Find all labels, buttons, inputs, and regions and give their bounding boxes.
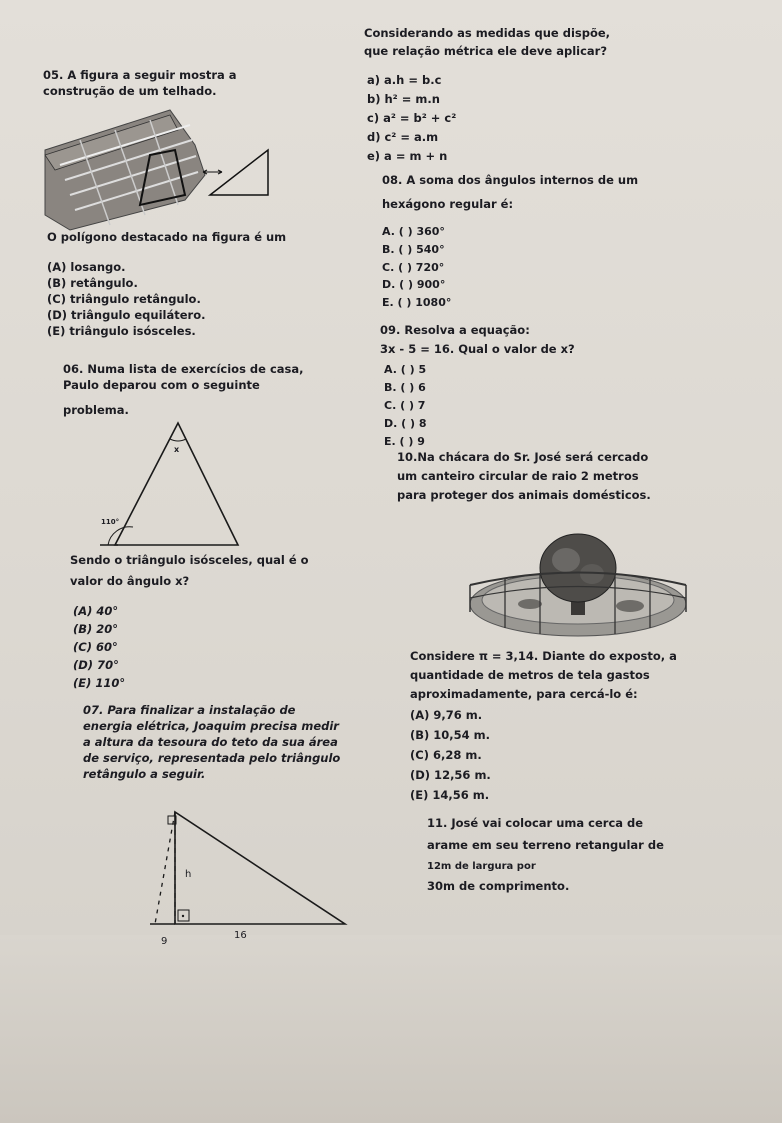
q10-line2: um canteiro circular de raio 2 metros: [397, 469, 639, 483]
q05-line2: construção de um telhado.: [43, 84, 217, 98]
q-metric-option-b: b) h² = m.n: [367, 92, 440, 106]
q06-line3: problema.: [63, 403, 129, 417]
q07-figure-9: 9: [161, 936, 168, 947]
q05-option-e: (E) triângulo isósceles.: [47, 324, 196, 338]
q05-option-c: (C) triângulo retângulo.: [47, 292, 201, 306]
q05-option-a: (A) losango.: [47, 260, 126, 274]
q06-option-a: (A) 40°: [73, 604, 119, 618]
q10-line3: para proteger dos animais domésticos.: [397, 488, 651, 502]
q08-option-e: E. ( ) 1080°: [382, 296, 452, 309]
roof-figure: [45, 110, 268, 230]
q09-line1: 09. Resolva a equação:: [380, 323, 530, 337]
q06-stem2: valor do ângulo x?: [70, 574, 190, 588]
q05-option-b: (B) retângulo.: [47, 276, 138, 290]
isosceles-triangle-figure: [100, 423, 238, 545]
q-metric-option-a: a) a.h = b.c: [367, 73, 442, 87]
q10-stem3: aproximadamente, para cercá-lo é:: [410, 687, 638, 701]
q10-option-c: (C) 6,28 m.: [410, 748, 482, 762]
q10-option-b: (B) 10,54 m.: [410, 728, 491, 742]
q05-stem: O polígono destacado na figura é um: [47, 230, 287, 244]
q07-line4: de serviço, representada pelo triângulo: [83, 751, 341, 765]
right-triangle-figure-q07: [150, 812, 345, 924]
q10-line1: 10.Na chácara do Sr. José será cercado: [397, 450, 649, 464]
q07-line3: a altura da tesoura do teto da sua área: [83, 735, 338, 749]
q06-stem1: Sendo o triângulo isósceles, qual é o: [70, 553, 309, 567]
q08-line1: 08. A soma dos ângulos internos de um: [382, 173, 639, 187]
q10-stem2: quantidade de metros de tela gastos: [410, 668, 650, 682]
q10-stem1: Considere π = 3,14. Diante do exposto, a: [410, 649, 677, 663]
q09-option-d: D. ( ) 8: [384, 417, 427, 430]
q11-line1: 11. José vai colocar uma cerca de: [427, 816, 644, 830]
q06-option-c: (C) 60°: [73, 640, 118, 654]
q10-option-d: (D) 12,56 m.: [410, 768, 491, 782]
q06-line2: Paulo deparou com o seguinte: [63, 378, 260, 392]
q08-option-a: A. ( ) 360°: [382, 225, 445, 238]
q07-figure-16: 16: [234, 930, 247, 941]
q-metric-option-e: e) a = m + n: [367, 149, 448, 163]
q07-line2: energia elétrica, Joaquim precisa medir: [83, 719, 339, 733]
q06-line1: 06. Numa lista de exercícios de casa,: [63, 362, 304, 376]
q-metric-line2: que relação métrica ele deve aplicar?: [364, 44, 608, 58]
q08-line2: hexágono regular é:: [382, 197, 514, 211]
q-metric-option-c: c) a² = b² + c²: [367, 111, 457, 125]
q11-line4: 30m de comprimento.: [427, 879, 570, 893]
q06-figure-angle: 110°: [101, 518, 120, 526]
q08-option-d: D. ( ) 900°: [382, 278, 446, 291]
q09-option-b: B. ( ) 6: [384, 381, 426, 394]
q06-option-b: (B) 20°: [73, 622, 119, 636]
q10-option-a: (A) 9,76 m.: [410, 708, 483, 722]
q06-figure-x: x: [174, 445, 180, 454]
q09-option-a: A. ( ) 5: [384, 363, 427, 376]
q11-line3: 12m de largura por: [427, 861, 536, 872]
q-metric-line1: Considerando as medidas que dispõe,: [364, 26, 611, 40]
q08-option-b: B. ( ) 540°: [382, 243, 445, 256]
q07-line1: 07. Para finalizar a instalação de: [83, 703, 296, 717]
q06-option-d: (D) 70°: [73, 658, 119, 672]
circular-garden-figure: [470, 534, 686, 636]
q05-option-d: (D) triângulo equilátero.: [47, 308, 206, 322]
q05-line1: 05. A figura a seguir mostra a: [43, 68, 237, 82]
q11-line2: arame em seu terreno retangular de: [427, 838, 664, 852]
q09-option-e: E. ( ) 9: [384, 435, 425, 448]
q07-line5: retângulo a seguir.: [83, 767, 206, 781]
q09-line2: 3x - 5 = 16. Qual o valor de x?: [380, 342, 575, 356]
q10-option-e: (E) 14,56 m.: [410, 788, 490, 802]
q08-option-c: C. ( ) 720°: [382, 261, 445, 274]
q07-figure-h: h: [185, 869, 192, 880]
q-metric-option-d: d) c² = a.m: [367, 130, 439, 144]
q09-option-c: C. ( ) 7: [384, 399, 426, 412]
q06-option-e: (E) 110°: [73, 676, 126, 690]
